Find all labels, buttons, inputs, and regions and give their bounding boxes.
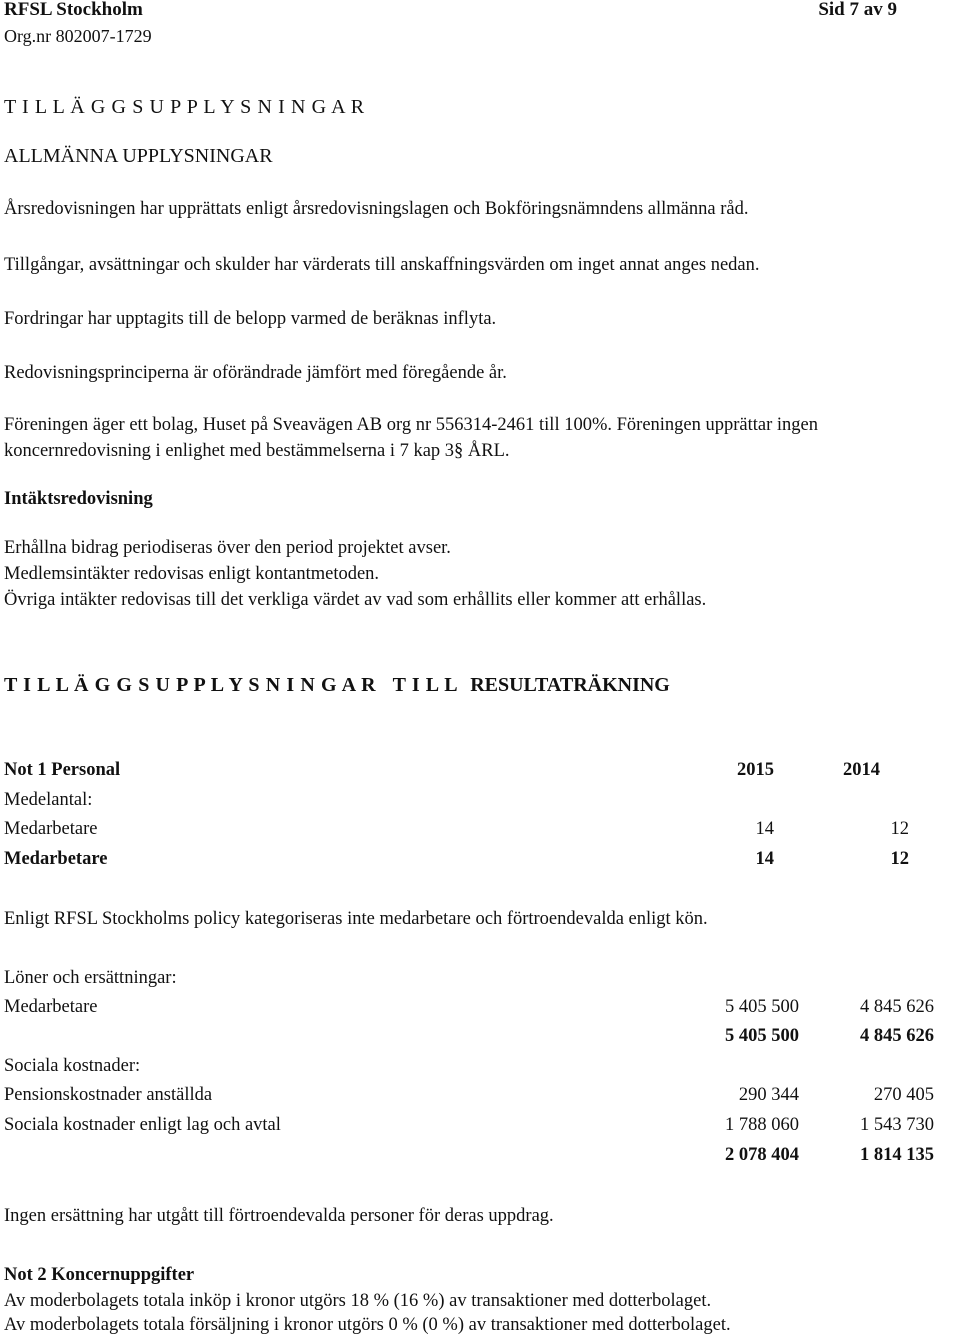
note1-year-previous: 2014 (843, 760, 880, 780)
note1-staff-label: Medarbetare (4, 819, 98, 839)
paragraph-principles: Redovisningsprinciperna är oförändrade jämfört med föregående år. (4, 363, 507, 383)
note1-year-current: 2015 (737, 760, 774, 780)
note1-pension-label: Pensionskostnader anställda (4, 1085, 213, 1105)
paragraph-subsidiary-cont: koncernredovisning i enlighet med bestämmelserna i 7 kap 3§ ÅRL. (4, 441, 510, 461)
note1-salaries-previous: 4 845 626 (860, 997, 934, 1017)
paragraph-subsidiary: Föreningen äger ett bolag, Huset på Sveavägen AB org nr 556314-2461 till 100%. Föreningen upprättar ingen (4, 415, 818, 435)
header-organization: RFSL Stockholm (4, 0, 143, 20)
note1-staff-previous: 12 (890, 819, 909, 839)
note1-salaries-current: 5 405 500 (725, 997, 799, 1017)
revenue-line-other: Övriga intäkter redovisas till det verkliga värdet av vad som erhållits eller kommer att erhållas. (4, 590, 707, 610)
note1-salaries-total-previous: 4 845 626 (860, 1026, 934, 1046)
note1-total-label: Medarbetare (4, 849, 108, 869)
section-title-spaced: T I L L Ä G G S U P P L Y S N I N G A R T I L L (4, 674, 459, 696)
note1-title: Not 1 Personal (4, 760, 121, 780)
note1-pension-previous: 270 405 (873, 1085, 934, 1105)
note2-title: Not 2 Koncernuppgifter (4, 1265, 195, 1285)
page-number: Sid 7 av 9 (818, 0, 897, 20)
heading-revenue-recognition: Intäktsredovisning (4, 489, 153, 509)
note1-staff-current: 14 (755, 819, 774, 839)
revenue-line-grants: Erhållna bidrag periodiseras över den period projektet avser. (4, 538, 451, 558)
section-subtitle-general: ALLMÄNNA UPPLYSNINGAR (4, 145, 273, 167)
note2-purchases: Av moderbolagets totala inköp i kronor utgörs 18 % (16 %) av transaktioner med dotterbolaget. (4, 1291, 712, 1311)
revenue-line-membership: Medlemsintäkter redovisas enligt kontantmetoden. (4, 564, 380, 584)
paragraph-valuation: Tillgångar, avsättningar och skulder har värderats till anskaffningsvärden om inget annat anges nedan. (4, 255, 760, 275)
note2-sales: Av moderbolagets totala försäljning i kronor utgörs 0 % (0 %) av transaktioner med dotterbolaget. (4, 1315, 731, 1335)
note1-social-total-current: 2 078 404 (725, 1145, 799, 1165)
section-title-rest: RESULTATRÄKNING (470, 674, 670, 696)
section-title-income-statement (4, 675, 670, 695)
note1-salaries-row-label: Medarbetare (4, 997, 98, 1017)
note1-salaries-label: Löner och ersättningar: (4, 968, 177, 988)
note1-total-previous: 12 (890, 849, 909, 869)
note1-total-current: 14 (755, 849, 774, 869)
note1-policy: Enligt RFSL Stockholms policy kategoriseras inte medarbetare och förtroendevalda enligt kön. (4, 909, 708, 929)
paragraph-receivables: Fordringar har upptagits till de belopp varmed de beräknas inflyta. (4, 309, 497, 329)
note1-social-previous: 1 543 730 (860, 1115, 934, 1135)
section-title-notes: T I L L Ä G G S U P P L Y S N I N G A R (4, 96, 365, 118)
org-number: Org.nr 802007-1729 (4, 26, 152, 46)
note1-no-compensation: Ingen ersättning har utgått till förtroendevalda personer för deras uppdrag. (4, 1206, 554, 1226)
paragraph-annual-report: Årsredovisningen har upprättats enligt årsredovisningslagen och Bokföringsnämndens allmänna råd. (4, 199, 749, 219)
note1-average-label: Medelantal: (4, 790, 93, 810)
note1-salaries-total-current: 5 405 500 (725, 1026, 799, 1046)
note1-pension-current: 290 344 (738, 1085, 799, 1105)
note1-social-row-label: Sociala kostnader enligt lag och avtal (4, 1115, 281, 1135)
note1-social-current: 1 788 060 (725, 1115, 799, 1135)
note1-social-label: Sociala kostnader: (4, 1056, 141, 1076)
note1-social-total-previous: 1 814 135 (860, 1145, 934, 1165)
